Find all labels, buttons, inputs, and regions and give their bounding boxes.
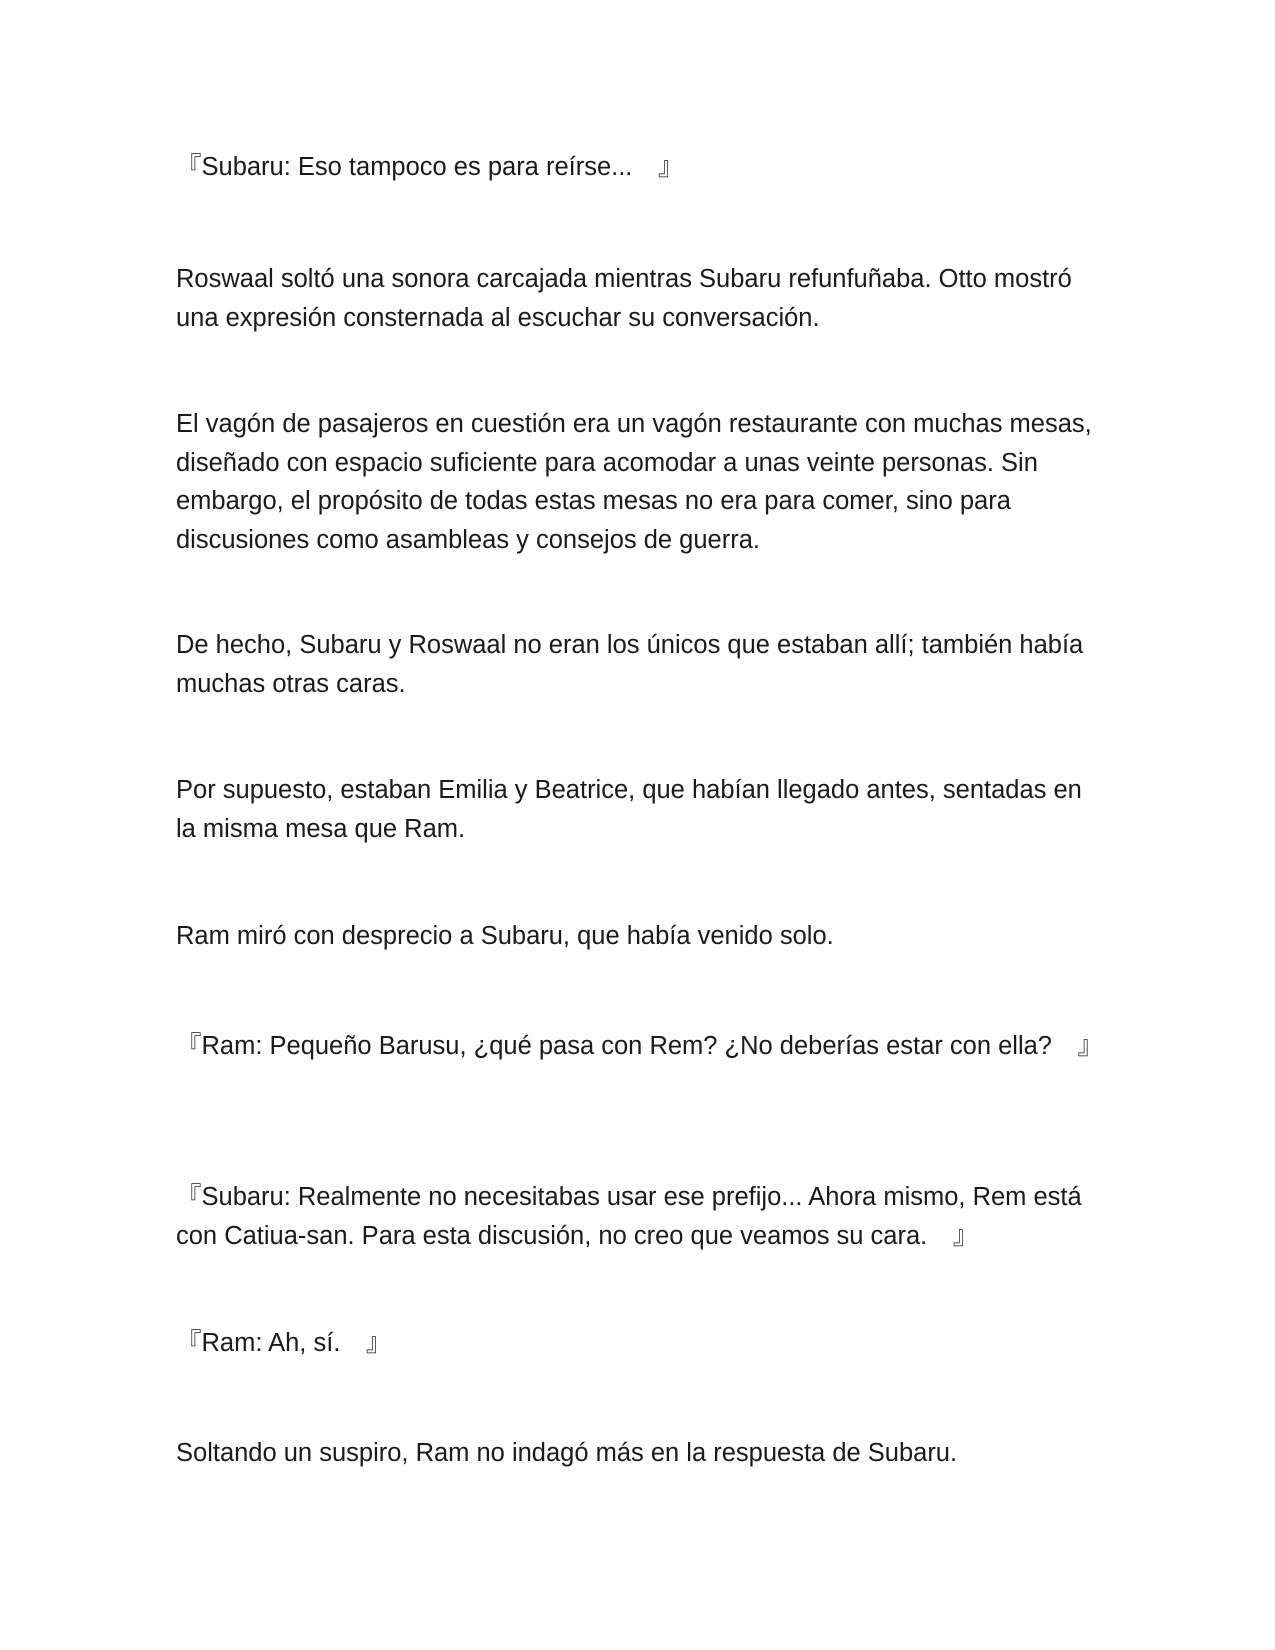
paragraph-ram-dialogue-1: 『Ram: Pequeño Barusu, ¿qué pasa con Rem? ¿No deberías estar con ella? 』 <box>176 1032 1103 1060</box>
paragraph-narration-6: Soltando un suspiro, Ram no indagó más en la respuesta de Subaru. <box>176 1439 958 1467</box>
paragraph-narration-3: De hecho, Subaru y Roswaal no eran los únicos que estaban allí; también había muchas otras caras. <box>176 631 1084 698</box>
paragraph-narration-1: Roswaal soltó una sonora carcajada mientras Subaru refunfuñaba. Otto mostró una expresión consternada al escuchar su conversación. <box>176 265 1072 332</box>
paragraph-subaru-dialogue-2: 『Subaru: Realmente no necesitabas usar ese prefijo... Ahora mismo, Rem está con Catiua-san. Para esta discusión, no creo que veamos su cara. 』 <box>176 1183 1082 1250</box>
paragraph-narration-2: El vagón de pasajeros en cuestión era un vagón restaurante con muchas mesas, diseñado con espacio suficiente para acomodar a unas veinte personas. Sin embargo, el propósito de todas estas mesas no era para comer, sino para discusiones como asambleas y consejos de guerra. <box>176 410 1092 554</box>
paragraph-subaru-dialogue-1: 『Subaru: Eso tampoco es para reírse... 』 <box>176 153 684 181</box>
paragraph-narration-4: Por supuesto, estaban Emilia y Beatrice, que habían llegado antes, sentadas en la misma mesa que Ram. <box>176 776 1082 843</box>
paragraph-ram-dialogue-2: 『Ram: Ah, sí. 』 <box>176 1329 392 1357</box>
paragraph-narration-5: Ram miró con desprecio a Subaru, que había venido solo. <box>176 922 834 950</box>
